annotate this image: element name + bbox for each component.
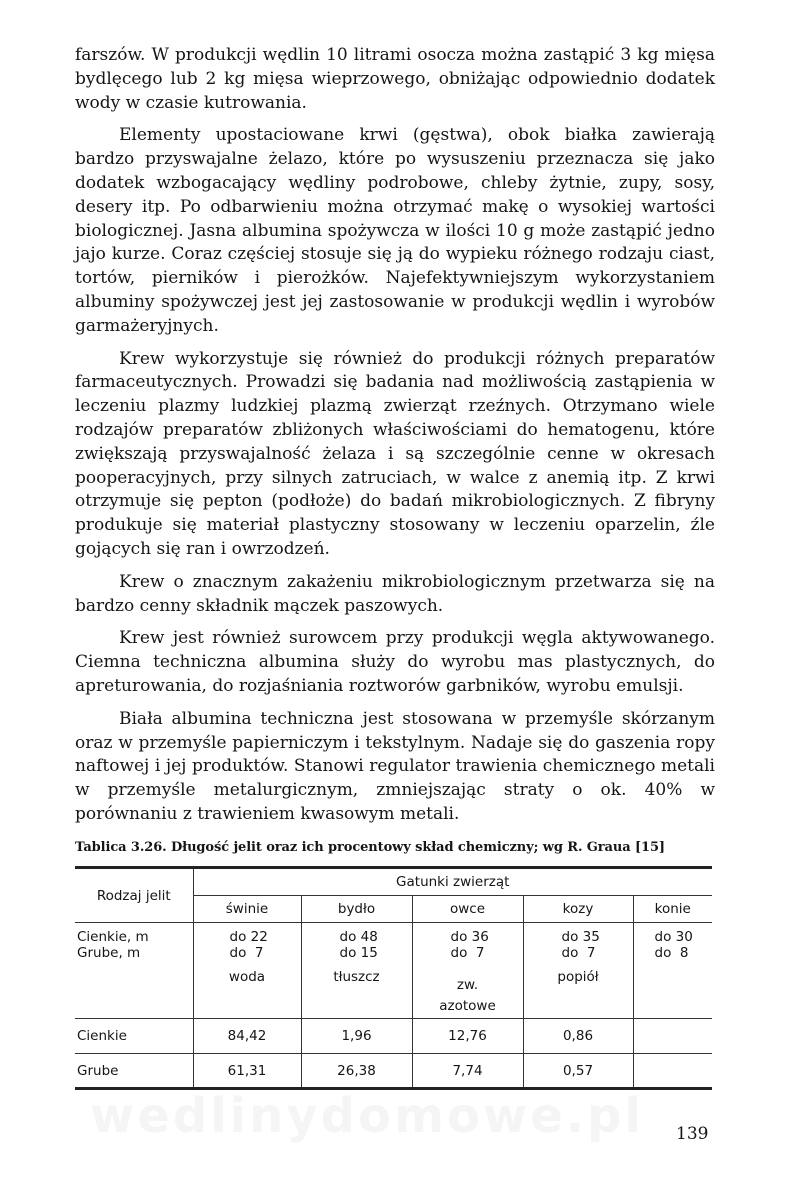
species-header: kozy — [523, 896, 633, 923]
table-cell: 7,74 — [412, 1054, 523, 1089]
table-cell: 12,76 — [412, 1019, 523, 1054]
paragraph: Biała albumina techniczna jest stosowana w przemyśle skórzanym oraz w przemyśle papierniczym i tekstylnym. Nadaje się do gaszenia ropy naftowej i jej produktów. Stanowi regulator trawienia chemicznego metali w przemyśle metalurgicznym, zmniejszając straty o ok. 40% w porównaniu z trawieniem kwasowym metali. — [75, 708, 715, 824]
label-grube-m: Grube, m — [77, 944, 141, 961]
composition-header: popiół — [523, 967, 633, 1019]
paragraph: Krew jest również surowcem przy produkcji węgla aktywowanego. Ciemna techniczna albumina służy do wyrobu mas plastycznych, do apreturowania, do rozjaśniania roztworów garbników, wyrobu emulsji. — [75, 628, 715, 696]
label-cienkie-m: Cienkie, m — [77, 928, 149, 945]
table-cell — [633, 1019, 712, 1054]
length-value: do 7 — [229, 944, 264, 961]
table-cell — [633, 1054, 712, 1089]
empty-cell — [75, 967, 193, 1019]
length-value: do 48 — [339, 928, 378, 945]
row-label: Cienkie — [75, 1019, 193, 1054]
length-cell — [301, 923, 412, 967]
length-value: do 22 — [229, 928, 268, 945]
length-value: do 36 — [450, 928, 489, 945]
species-header: owce — [412, 896, 523, 923]
length-value: do 15 — [339, 944, 378, 961]
intestine-table — [75, 866, 712, 1090]
watermark: wedlinydomowe.pl — [90, 1088, 644, 1144]
length-value: do 30 — [654, 928, 693, 945]
species-header: świnie — [193, 896, 301, 923]
length-cell — [633, 923, 712, 967]
group-header: Gatunki zwierząt — [193, 868, 712, 896]
row-header: Rodzaj jelit — [75, 868, 193, 923]
paragraph: Elementy upostaciowane krwi (gęstwa), obok białka zawierają bardzo przyswajalne żelazo, które po wysuszeniu przeznacza się jako dodatek wzbogacający wędliny podrobowe, chleby żytnie, zupy, sosy, desery itp. Po odbarwieniu można otrzymać makę o wysokiej wartości biologicznej. Jasna albumina spożywcza w ilości 10 g może zastąpić jedno jajo kurze. Coraz częściej stosuje się ją do wypieku różnego rodzaju ciast, tortów, pierników i pierożków. Najefektywniejszym wykorzystaniem albuminy spożywczej jest jej zastosowanie w produkcji wędlin i wyrobów garmażeryjnych. — [75, 125, 715, 336]
length-value: do 7 — [561, 944, 596, 961]
composition-header: tłuszcz — [301, 967, 412, 1019]
length-value: do 35 — [561, 928, 600, 945]
table-cell: 84,42 — [193, 1019, 301, 1054]
length-cell — [412, 923, 523, 967]
body-text — [75, 44, 715, 836]
table-caption: Tablica 3.26. Długość jelit oraz ich procentowy skład chemiczny; wg R. Graua [15] — [75, 840, 665, 855]
composition-header: woda — [193, 967, 301, 1019]
length-value: do 7 — [450, 944, 485, 961]
table-cell: 61,31 — [193, 1054, 301, 1089]
species-header: bydło — [301, 896, 412, 923]
composition-header — [633, 967, 712, 1019]
table-cell: 0,86 — [523, 1019, 633, 1054]
paragraph: Krew o znacznym zakażeniu mikrobiologicznym przetwarza się na bardzo cenny składnik mączek paszowych. — [75, 571, 715, 616]
length-value: do 8 — [654, 944, 689, 961]
paragraph: farszów. W produkcji wędlin 10 litrami osocza można zastąpić 3 kg mięsa bydlęcego lub 2 kg mięsa wieprzowego, obniżając odpowiednio dodatek wody w czasie kutrowania. — [75, 45, 715, 113]
table-cell: 0,57 — [523, 1054, 633, 1089]
table-cell: 1,96 — [301, 1019, 412, 1054]
length-cell — [523, 923, 633, 967]
table-cell: 26,38 — [301, 1054, 412, 1089]
composition-header: zw. azotowe — [412, 967, 523, 1019]
species-header: konie — [633, 896, 712, 923]
length-cell — [193, 923, 301, 967]
page-number: 139 — [676, 1124, 709, 1144]
row-label: Grube — [77, 1062, 119, 1079]
length-labels — [75, 923, 193, 967]
paragraph: Krew wykorzystuje się również do produkcji różnych preparatów farmaceutycznych. Prowadzi się badania nad możliwością zastąpienia w leczeniu plazmy ludzkiej plazmą zwierząt rzeźnych. Otrzymano wiele rodzajów preparatów zbliżonych właściwościami do hematogenu, które zwiększają przyswajalność żelaza i są szczególnie cenne w okresach pooperacyjnych, przy silnych zatruciach, w walce z anemią itp. Z krwi otrzymuje się pepton (podłoże) do badań mikrobiologicznych. Z fibryny produkuje się materiał plastyczny stosowany w leczeniu oparzelin, źle gojących się ran i owrzodzeń. — [75, 348, 715, 559]
